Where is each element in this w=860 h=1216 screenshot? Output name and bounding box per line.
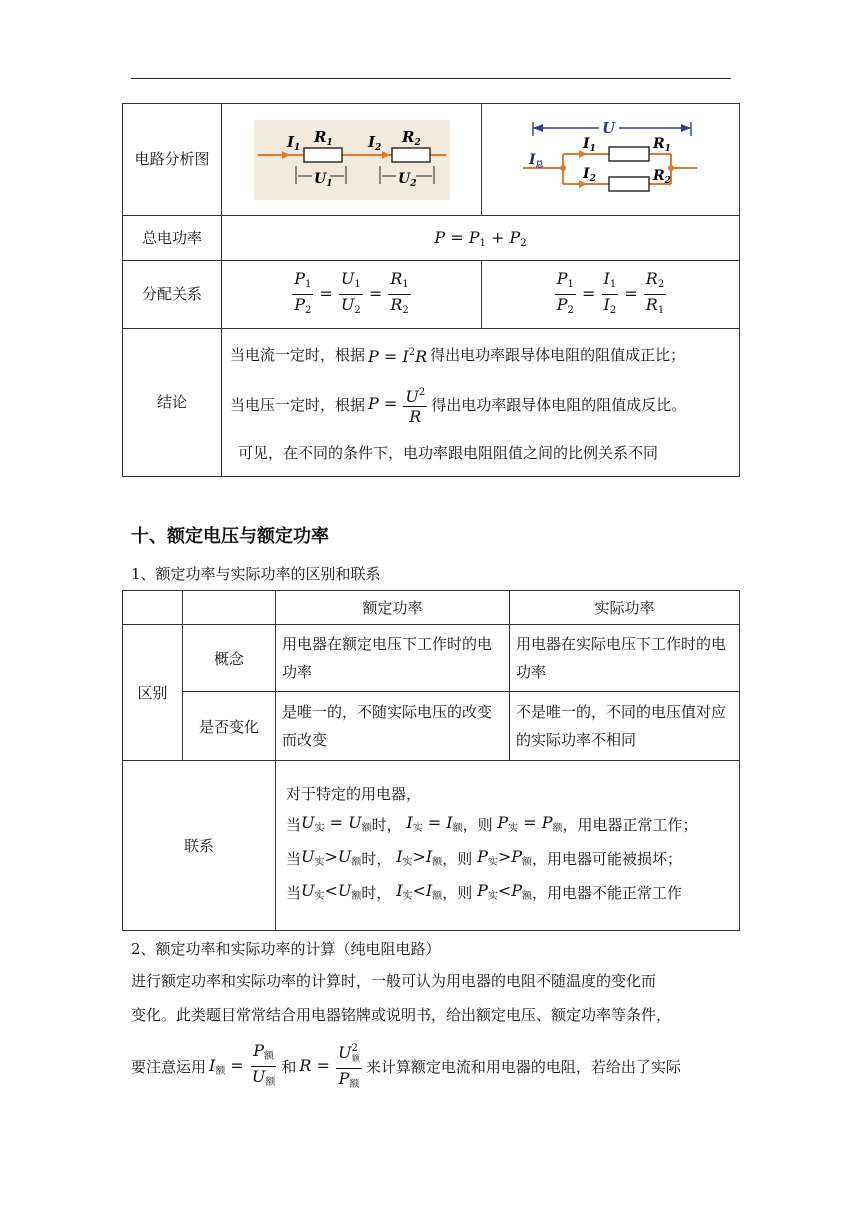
svg-text:R1: $R_1$ bbox=[313, 127, 333, 148]
conclusion-label: 结论 bbox=[123, 329, 222, 477]
series-circuit-diagram bbox=[254, 120, 450, 200]
change-label: 是否变化 bbox=[183, 692, 276, 761]
head-rated-power: 额定功率 bbox=[276, 591, 510, 625]
series-ratio-formula: $\frac{P_1}{P_2}$ = $\frac{U_1}{U_2}$ = $\frac{R_1}{R_2}$ bbox=[222, 261, 482, 329]
parallel-circuit-diagram bbox=[521, 118, 701, 202]
relation-text bbox=[276, 761, 740, 931]
paragraph-line-2: 变化。此类题目常常结合用电器铭牌或说明书，给出额定电压、额定功率等条件， bbox=[131, 1006, 672, 1024]
svg-text:R2: $R_2$ bbox=[401, 127, 421, 148]
resistor-r2 bbox=[609, 177, 649, 191]
resistor-r2 bbox=[392, 148, 430, 162]
conclusion-line-3: 可见，在不同的条件下，电功率跟电阻阻值之间的比例关系不同 bbox=[238, 443, 659, 462]
concept-actual: 用电器在实际电压下工作时的电功率 bbox=[510, 625, 740, 692]
change-rated: 是唯一的，不随实际电压的改变而改变 bbox=[276, 692, 510, 761]
empty-header-cell bbox=[183, 591, 276, 625]
subheading-1: 1、额定功率与实际功率的区别和联系 bbox=[131, 565, 381, 583]
conclusion-row bbox=[123, 329, 740, 477]
total-power-label: 总电功率 bbox=[123, 216, 222, 261]
ratio-label: 分配关系 bbox=[123, 261, 222, 329]
total-power-formula: $P = P_1 + P_2$ bbox=[222, 216, 740, 261]
concept-rated: 用电器在额定电压下工作时的电功率 bbox=[276, 625, 510, 692]
svg-text:R2: $R_2$ bbox=[652, 167, 671, 186]
parallel-circuit-cell bbox=[482, 104, 740, 216]
paragraph-line-3: 要注意运用 $I_额$ = $\frac{P_额}{U_额}$ 和 R = $\frac{U^2_额}{P_额}$ 来计算额定电流和用电器的电阻，若给出了实际 bbox=[131, 1040, 681, 1090]
svg-text:R1: $R_1$ bbox=[652, 135, 671, 154]
rated-vs-actual-table bbox=[122, 590, 740, 931]
difference-label: 区别 bbox=[123, 625, 183, 761]
junction-dot bbox=[668, 165, 674, 171]
conclusion-line-1: 当电流一定时，根据 $P = I^2R$ 得出电功率跟导体电阻的阻值成正比； bbox=[230, 345, 686, 366]
svg-text:U: U bbox=[601, 118, 615, 137]
relation-case-greater: 当 $U_实>U_额$ 时， $I_实>I_额$ ， 则 $P_实>P_额$ ，用电器可能被损坏； bbox=[286, 847, 683, 868]
arrow-left-icon bbox=[533, 124, 543, 132]
relation-case-less: 当 $U_实<U_额$ 时， $I_实<I_额$ ， 则 $P_实<P_额$ ，用电器不能正常工作 bbox=[286, 881, 683, 902]
relation-intro: 对于特定的用电器， bbox=[286, 785, 422, 803]
circuit-label bbox=[123, 104, 222, 216]
power-comparison-table bbox=[122, 103, 740, 477]
resistor-r1 bbox=[304, 148, 342, 162]
table2-header-row bbox=[123, 591, 740, 625]
arrow-right-icon bbox=[681, 124, 691, 132]
ratio-row bbox=[123, 261, 740, 329]
junction-dot bbox=[560, 165, 566, 171]
conclusion-line-2: 当电压一定时，根据 P = $\frac{U^2}{R}$ 得出电功率跟导体电阻的阻值成反比。 bbox=[230, 377, 733, 433]
subheading-2: 2、额定功率和实际功率的计算（纯电阻电路） bbox=[131, 940, 441, 958]
concept-row bbox=[123, 625, 740, 692]
relation-row bbox=[123, 761, 740, 931]
svg-text:I2: $I_2$ bbox=[582, 165, 596, 184]
relation-label: 联系 bbox=[123, 761, 276, 931]
svg-text:I1: $I_1$ bbox=[582, 135, 596, 154]
header-rule bbox=[131, 78, 731, 79]
change-row bbox=[123, 692, 740, 761]
total-power-row bbox=[123, 216, 740, 261]
concept-label: 概念 bbox=[183, 625, 276, 692]
circuit-row bbox=[123, 104, 740, 216]
svg-text:I2: $I_2$ bbox=[367, 132, 381, 153]
conclusion-text bbox=[222, 329, 740, 477]
parallel-ratio-formula: $\frac{P_1}{P_2}$ = $\frac{I_1}{I_2}$ = $\frac{R_2}{R_1}$ bbox=[482, 261, 740, 329]
relation-case-equal: 当 $U_实 = U_额$ 时， $I_实 = I_额$ ， 则 $P_实 = P_额$ ，用电器正常工作； bbox=[286, 813, 698, 834]
change-actual: 不是唯一的，不同的电压值对应的实际功率不相同 bbox=[510, 692, 740, 761]
series-circuit-cell bbox=[222, 104, 482, 216]
head-actual-power: 实际功率 bbox=[510, 591, 740, 625]
empty-header-cell bbox=[123, 591, 183, 625]
paragraph-line-1: 进行额定功率和实际功率的计算时，一般可认为用电器的电阻不随温度的变化而 bbox=[131, 972, 657, 990]
circuit-label-text: 电路分析图 bbox=[134, 150, 210, 168]
svg-text:I总: $I_总$ bbox=[528, 151, 544, 169]
svg-text:U2: $U_2$ bbox=[397, 170, 416, 189]
resistor-r1 bbox=[609, 147, 649, 161]
section-heading: 十、额定电压与额定功率 bbox=[131, 526, 329, 547]
svg-text:U1: $U_1$ bbox=[313, 170, 332, 189]
svg-text:I1: $I_1$ bbox=[286, 132, 300, 153]
